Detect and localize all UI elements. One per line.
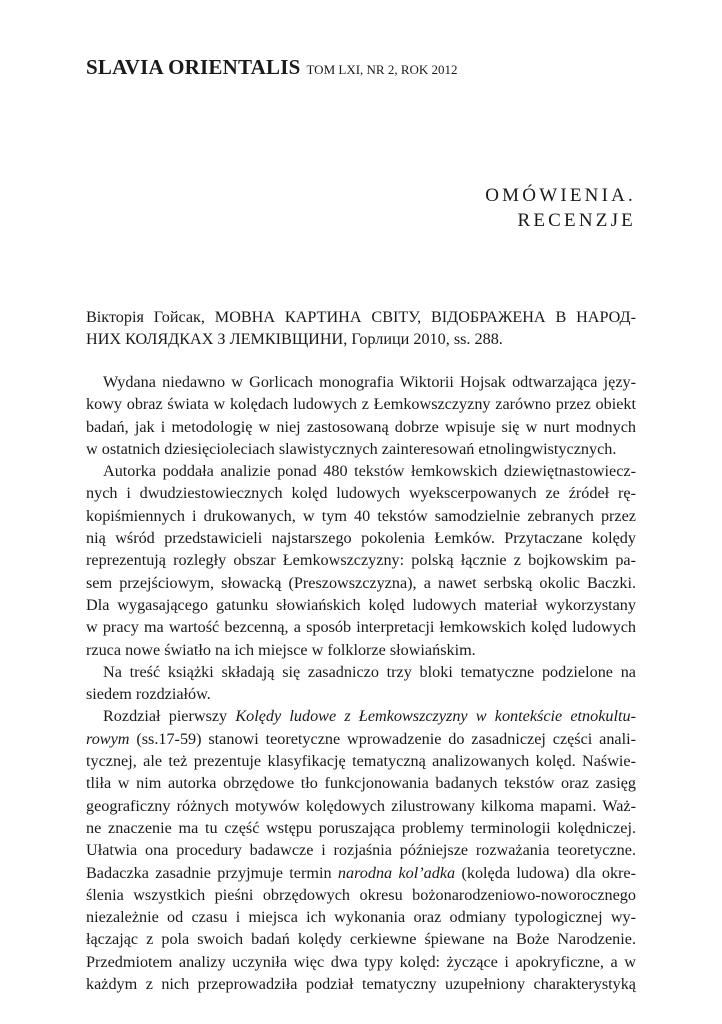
text-line [86, 705, 636, 727]
text-line: niezależnie od czasu i miejsca ich wykonania oraz odmiany typologicznej wy- [86, 908, 636, 927]
book-citation [86, 306, 636, 350]
text-line: w ostatnich dziesięcioleciach slawistycznych zainteresowań etnolingwistycznych. [86, 439, 617, 458]
term-italic: narodna kol’adka [337, 863, 456, 882]
journal-title: SLAVIA ORIENTALIS [86, 55, 301, 79]
text-line: kopiśmiennych i drukowanych, w tym 40 tekstów samodzielnie zebranych przez [86, 506, 636, 525]
section-title [485, 183, 636, 233]
section-title-line: OMÓWIENIA. [485, 185, 636, 206]
running-header [86, 55, 458, 80]
text-line: Przedmiotem analizy uczyniła więc dwa typy kolęd: życzące i apokryficzne, a w [86, 952, 636, 971]
text-line: tliła w nim autorka obrzędowe tło funkcjonowania badanych tekstów oraz zasięg [86, 774, 636, 793]
text-line: każdym z nich przeprowadziła podział tematyczny uzupełniony charakterystyką [86, 975, 636, 994]
text-line: nych i dwudziestowiecznych kolęd ludowych wyekscerpowanych ze źródeł rę- [86, 484, 636, 503]
review-body [86, 371, 636, 995]
text-line: Na treść książki składają się zasadniczo trzy bloki tematyczne podzielone na [103, 662, 636, 681]
chapter-title-italic: Kolędy ludowe z Łemkowszczyzny w kontekście etnokultu- [235, 707, 636, 726]
text-line: geograficzny różnych motywów kolędowych zilustrowany kilkoma mapami. Waż- [86, 796, 636, 815]
text-line: reprezentują rozległy obszar Łemkowszczyzny: polską łącznie z bojkowskim pa- [86, 551, 636, 570]
text-line [86, 862, 636, 884]
text-line: Autorka poddała analizie ponad 480 tekstów łemkowskich dziewiętnastowiecz- [103, 462, 636, 481]
text-line [86, 728, 636, 750]
text-segment: Rozdział pierwszy [103, 707, 236, 726]
text-line: siedem rozdziałów. [86, 685, 211, 704]
text-line: Ułatwia ona procedury badawcze i rozjaśnia późniejsze rozważania teoretyczne. [86, 841, 636, 860]
text-line: kowy obraz świata w kolędach ludowych z Łemkowszczyzny zarówno przez obiekt [86, 395, 636, 414]
citation-line: Вікторія Гойсак, МОВНА КАРТИНА СВІТУ, ВІДОБРАЖЕНА В НАРОД- [86, 308, 636, 326]
text-segment: (kolęda ludowa) dla okre- [455, 863, 636, 882]
text-line: badań, jak i metodologię w niej zastosowaną dobrze wpisuje się w nurt modnych [86, 417, 636, 436]
citation-line: НИХ КОЛЯДКАХ З ЛЕМКІВЩИНИ, Горлици 2010, ss. 288. [86, 330, 503, 348]
text-line: Wydana niedawno w Gorlicach monografia Wiktorii Hojsak odtwarzająca języ- [103, 373, 636, 391]
text-line: sem przejściowym, słowacką (Preszowszczyzna), a nawet serbską okolic Baczki. [86, 573, 636, 592]
chapter-title-italic: rowym [86, 729, 130, 748]
text-segment: (ss.17-59) stanowi teoretyczne wprowadzenie do zasadniczej części anali- [129, 729, 636, 748]
text-line: ne znaczenie ma tu część wstępu poruszająca problemy terminologii kolędniczej. [86, 818, 636, 837]
text-line: tycznej, ale też prezentuje klasyfikację tematyczną analizowanych kolęd. Naświe- [86, 752, 636, 771]
section-title-line: RECENZJE [517, 210, 636, 231]
text-segment: Badaczka zasadnie przyjmuje termin [86, 863, 338, 882]
issue-info: TOM LXI, NR 2, ROK 2012 [306, 62, 458, 77]
text-line: w pracy ma wartość bezcenną, a sposób interpretacji łemkowskich kolęd ludowych [86, 618, 636, 637]
text-line: ślenia wszystkich pieśni obrzędowych okresu bożonarodzeniowo-noworocznego [86, 885, 636, 904]
text-line: Dla wygasającego gatunku słowiańskich kolęd ludowych materiał wykorzystany [86, 595, 636, 614]
text-line: rzuca nowe światło na ich miejsce w folklorze słowiańskim. [86, 640, 476, 659]
text-line: nią wśród przedstawicieli najstarszego pokolenia Łemków. Przytaczane kolędy [86, 529, 636, 548]
text-line: łączając z pola swoich badań kolędy cerkiewne śpiewane na Boże Narodzenie. [86, 930, 636, 949]
